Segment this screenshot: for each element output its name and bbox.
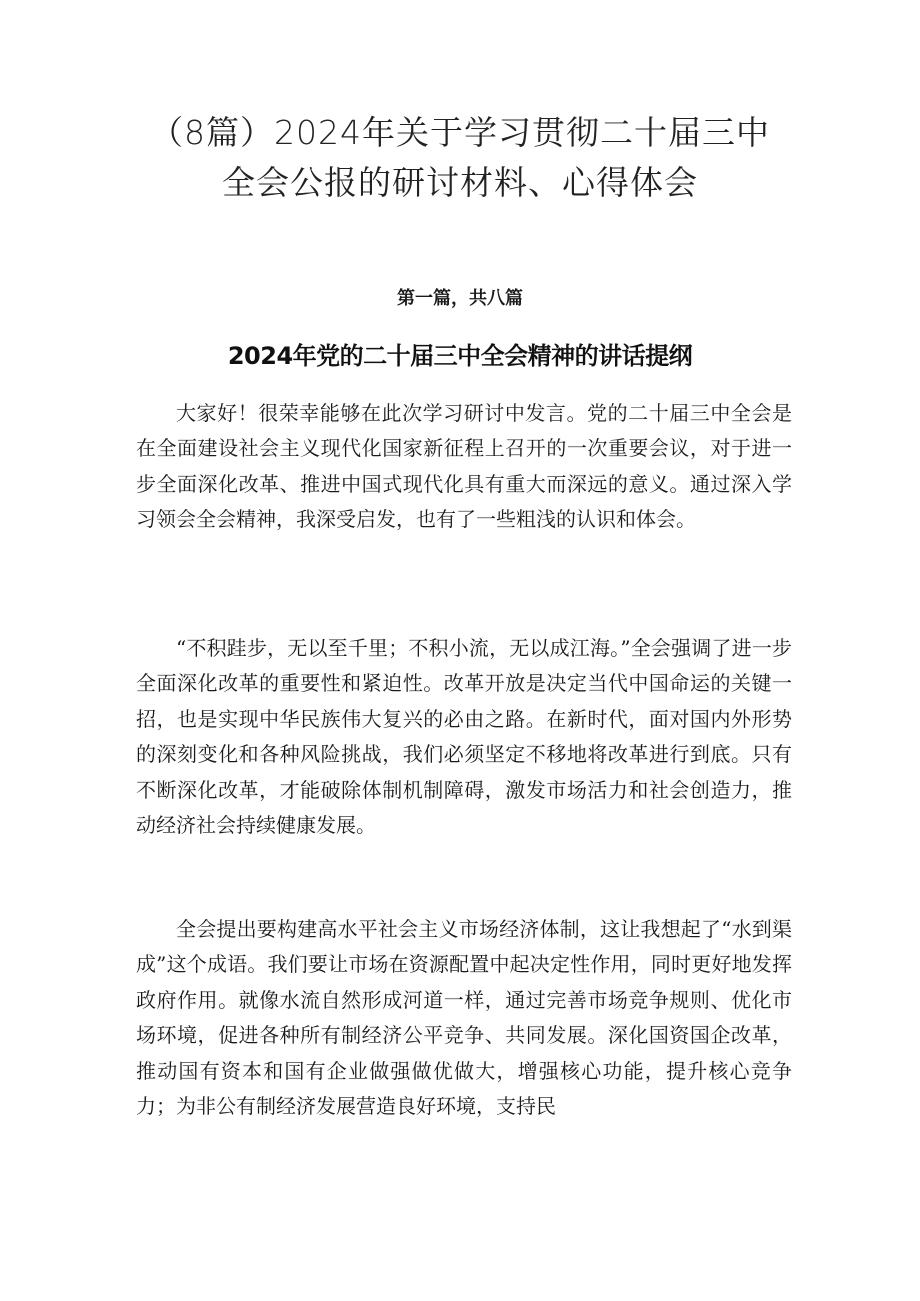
body-paragraph-1: 大家好！很荣幸能够在此次学习研讨中发言。党的二十届三中全会是在全面建设社会主义现代化国家新征程上召开的一次重要会议，对于进一步全面深化改革、推进中国式现代化具有重大而深远的意义。通过深入学习领会全会精神，我深受启发，也有了一些粗浅的认识和体会。 bbox=[136, 401, 792, 532]
section-title: 2024年党的二十届三中全会精神的讲话提纲 bbox=[227, 342, 693, 370]
document-title-line-2: 全会公报的研讨材料、心得体会 bbox=[222, 163, 698, 202]
body-paragraph-2: “不积跬步，无以至千里；不积小流，无以成江海。”全会强调了进一步全面深化改革的重要性和紧迫性。改革开放是决定当代中国命运的关键一招，也是实现中华民族伟大复兴的必由之路。在新时代，面对国内外形势的深刻变化和各种风险挑战，我们必须坚定不移地将改革进行到底。只有不断深化改革，才能破除体制机制障碍，激发市场活力和社会创造力，推动经济社会持续健康发展。 bbox=[136, 636, 792, 838]
document-title-line-1: （8篇）2024年关于学习贯彻二十届三中 bbox=[150, 113, 770, 152]
section-label: 第一篇，共八篇 bbox=[397, 288, 523, 309]
body-paragraph-3: 全会提出要构建高水平社会主义市场经济体制，这让我想起了“水到渠成”这个成语。我们要让市场在资源配置中起决定性作用，同时更好地发挥政府作用。就像水流自然形成河道一样，通过完善市场竞争规则、优化市场环境，促进各种所有制经济公平竞争、共同发展。深化国资国企改革，推动国有资本和国有企业做强做优做大，增强核心功能，提升核心竞争力；为非公有制经济发展营造良好环境，支持民 bbox=[136, 917, 792, 1119]
